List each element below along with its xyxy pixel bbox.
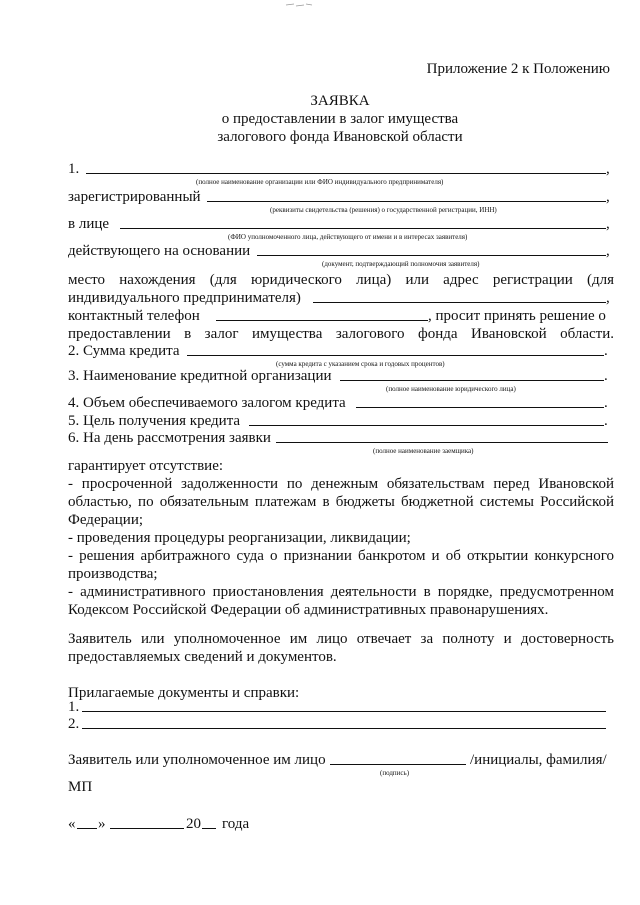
date-month-field[interactable] xyxy=(110,828,184,829)
form-title: ЗАЯВКА xyxy=(310,93,370,109)
item2-label: 2. Сумма кредита xyxy=(68,343,180,359)
guarantee2: - проведения процедуры реорганизации, ликвидации; xyxy=(68,530,411,546)
guarantee3-line2: производства; xyxy=(68,566,158,582)
credit-purpose-field[interactable] xyxy=(249,425,604,426)
caption-bank: (полное наименование юридического лица) xyxy=(386,385,516,393)
item4-label: 4. Объем обеспечиваемого залогом кредита xyxy=(68,395,346,411)
location-line1: место нахождения (для юридического лица) или адрес регистрации (для xyxy=(68,272,614,288)
responsibility-line1: Заявитель или уполномоченное им лицо отвечает за полноту и достоверность xyxy=(68,631,614,647)
item5-label: 5. Цель получения кредита xyxy=(68,413,241,429)
caption-authorized-person: (ФИО уполномоченного лица, действующего от имени и в интересах заявителя) xyxy=(228,233,468,241)
guarantee1-line3: Федерации; xyxy=(68,512,144,528)
form-subtitle-line1: о предоставлении в залог имущества xyxy=(221,111,459,127)
comma: , xyxy=(606,189,610,205)
caption-document: (документ, подтверждающий полномочия заявителя) xyxy=(322,260,480,268)
guarantee4-line1: - административного приостановления деятельности в порядке, предусмотренном xyxy=(68,584,614,600)
credit-amount-field[interactable] xyxy=(187,355,604,356)
acting-basis-field[interactable] xyxy=(257,255,606,256)
item6-label: 6. На день рассмотрения заявки xyxy=(68,430,271,446)
period: . xyxy=(604,343,608,359)
location-line2: индивидуального предпринимателя) xyxy=(68,290,301,306)
date-quote-open: « xyxy=(68,816,76,832)
credit-volume-field[interactable] xyxy=(356,407,604,408)
period: . xyxy=(604,395,608,411)
seal-place: МП xyxy=(68,779,93,795)
guarantees-intro: гарантирует отсутствие: xyxy=(68,458,224,474)
period: . xyxy=(604,413,608,429)
caption-signature: (подпись) xyxy=(380,769,410,777)
organization-name-field[interactable] xyxy=(86,173,606,174)
appendix-label: Приложение 2 к Положению xyxy=(426,61,610,77)
guarantee3-line1: - решения арбитражного суда о признании банкротом и об открытии конкурсного xyxy=(68,548,614,564)
authorized-person-field[interactable] xyxy=(120,228,606,229)
phone-field[interactable] xyxy=(216,320,428,321)
comma: , xyxy=(606,161,610,177)
phone-line2: предоставлении в залог имущества залогового фонда Ивановской области. xyxy=(68,326,614,342)
period: . xyxy=(604,368,608,384)
comma: , xyxy=(606,216,610,232)
scan-mark-icon xyxy=(284,2,314,8)
guarantee4-line2: Кодексом Российской Федерации об административных правонарушениях. xyxy=(68,602,549,618)
phone-label: контактный телефон xyxy=(68,308,200,324)
date-year-prefix: 20 xyxy=(186,816,201,832)
caption-borrower: (полное наименование заемщика) xyxy=(373,447,474,455)
borrower-field[interactable] xyxy=(276,442,608,443)
comma: , xyxy=(606,243,610,259)
guarantee1-line2: областью, по обязательным платежам в бюджеты бюджетной системы Российской xyxy=(68,494,614,510)
caption-credit: (сумма кредита с указанием срока и годовых процентов) xyxy=(276,360,445,368)
date-year-word: года xyxy=(222,816,250,832)
guarantee1-line1: - просроченной задолженности по денежным обязательствам перед Ивановской xyxy=(68,476,614,492)
caption-organization: (полное наименование организации или ФИО индивидуального предпринимателя) xyxy=(196,178,444,186)
in-person-label: в лице xyxy=(68,216,110,232)
attachment1-field[interactable] xyxy=(82,711,606,712)
comma: , xyxy=(606,290,610,306)
date-quote-close: » xyxy=(98,816,106,832)
signature-field[interactable] xyxy=(330,764,466,765)
date-year-field[interactable] xyxy=(202,828,216,829)
date-day-field[interactable] xyxy=(77,828,97,829)
attachment1-number: 1. xyxy=(68,699,80,715)
signature-label: Заявитель или уполномоченное им лицо xyxy=(68,752,326,768)
attachment2-field[interactable] xyxy=(82,728,606,729)
phone-suffix: , просит принять решение о xyxy=(428,308,606,324)
caption-registration: (реквизиты свидетельства (решения) о государственной регистрации, ИНН) xyxy=(270,206,497,214)
attachments-title: Прилагаемые документы и справки: xyxy=(68,685,300,701)
item3-label: 3. Наименование кредитной организации xyxy=(68,368,332,384)
item1-number: 1. xyxy=(68,161,80,177)
registration-field[interactable] xyxy=(207,201,606,202)
address-field[interactable] xyxy=(313,302,606,303)
acting-basis-label: действующего на основании xyxy=(68,243,251,259)
initials-label: /инициалы, фамилия/ xyxy=(470,752,607,768)
attachment2-number: 2. xyxy=(68,716,80,732)
responsibility-line2: предоставляемых сведений и документов. xyxy=(68,649,337,665)
registered-label: зарегистрированный xyxy=(68,189,201,205)
form-subtitle-line2: залогового фонда Ивановской области xyxy=(217,129,463,145)
bank-name-field[interactable] xyxy=(340,380,604,381)
